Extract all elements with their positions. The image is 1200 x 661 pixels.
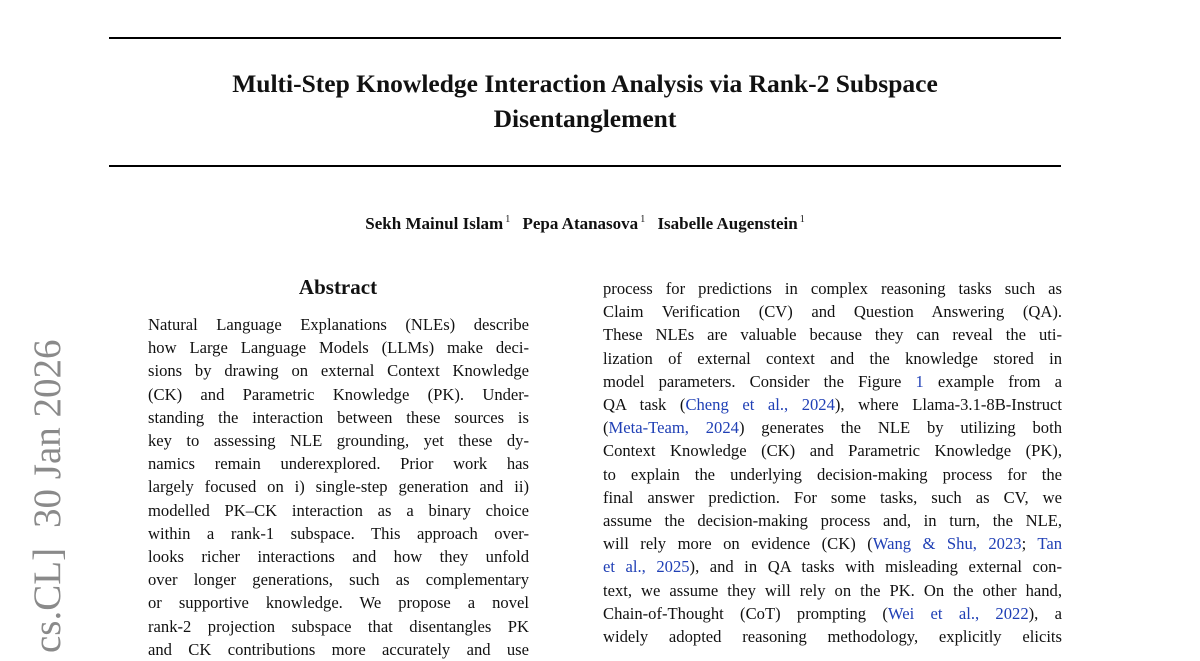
intro-line: lization of external context and the knowledge stored in bbox=[603, 348, 1062, 368]
intro-line: process for predictions in complex reasoning tasks such as bbox=[603, 279, 1062, 298]
intro-line: to explain the underlying decision-making process for the bbox=[603, 464, 1062, 484]
title-line-1: Multi-Step Knowledge Interaction Analysis via Rank-2 Subspace bbox=[232, 69, 938, 98]
intro-text: ( bbox=[603, 418, 609, 438]
citation-link[interactable]: Wei et al., 2022 bbox=[887, 603, 1029, 623]
author-name: Sekh Mainul Islam bbox=[365, 214, 504, 233]
author bbox=[365, 210, 510, 234]
intro-text: ), and in QA tasks with misleading external con- bbox=[689, 557, 1062, 577]
abstract-line: standing the interaction between these sources is bbox=[148, 407, 529, 427]
intro-line: Context Knowledge (CK) and Parametric Knowledge (PK), bbox=[603, 441, 1062, 461]
abstract-line: sions by drawing on external Context Knowledge bbox=[148, 361, 529, 381]
citation-link[interactable]: et al., 2025 bbox=[603, 557, 690, 577]
citation-link[interactable]: Tan bbox=[1037, 534, 1062, 554]
abstract-line: largely focused on i) single-step generation and ii) bbox=[148, 477, 529, 497]
intro-line: text, we assume they will rely on the PK. On the other hand, bbox=[603, 580, 1062, 600]
intro-text: model parameters. Consider the Figure bbox=[603, 371, 916, 391]
abstract-line: or supportive knowledge. We propose a novel bbox=[148, 593, 529, 613]
figure-reference-link[interactable]: 1 bbox=[915, 371, 924, 391]
intro-text: ; bbox=[1021, 534, 1038, 554]
title-top-rule bbox=[109, 37, 1061, 39]
author-affiliation: 1 bbox=[505, 214, 511, 225]
title-bottom-rule bbox=[109, 165, 1061, 167]
author-affiliation: 1 bbox=[799, 214, 805, 225]
intro-line bbox=[603, 370, 1062, 393]
arxiv-date: 30 Jan 2026 bbox=[26, 339, 69, 528]
intro-text: Chain-of-Thought (CoT) prompting ( bbox=[603, 603, 888, 623]
abstract-line: within a rank-1 subspace. This approach over- bbox=[148, 523, 529, 543]
introduction-body bbox=[603, 277, 1062, 648]
abstract-line: (CK) and Parametric Knowledge (PK). Under- bbox=[148, 384, 529, 404]
intro-text: example from a bbox=[923, 371, 1062, 391]
abstract-body bbox=[148, 313, 529, 661]
intro-text: ), where Llama-3.1-8B-Instruct bbox=[834, 395, 1062, 415]
abstract-line: key to assessing NLE grounding, yet these dy- bbox=[148, 431, 529, 451]
abstract-line: over longer generations, such as complementary bbox=[148, 570, 529, 590]
intro-line bbox=[603, 393, 1062, 416]
abstract-line: looks richer interactions and how they unfold bbox=[148, 547, 529, 567]
intro-text: will rely more on evidence (CK) ( bbox=[603, 534, 873, 554]
abstract-line: rank-2 projection subspace that disentangles PK bbox=[148, 616, 529, 636]
citation-link[interactable]: Wang & Shu, 2023 bbox=[872, 534, 1022, 554]
citation-link[interactable]: Meta-Team, 2024 bbox=[608, 418, 739, 438]
intro-line bbox=[603, 416, 1062, 439]
author bbox=[657, 210, 804, 234]
abstract-line: namics remain underexplored. Prior work has bbox=[148, 454, 529, 474]
intro-text: QA task ( bbox=[603, 395, 686, 415]
paper-title bbox=[109, 66, 1061, 136]
intro-line: widely adopted reasoning methodology, explicitly elicits bbox=[603, 627, 1062, 647]
intro-line: These NLEs are valuable because they can reveal the uti- bbox=[603, 325, 1062, 345]
author-affiliation: 1 bbox=[640, 214, 646, 225]
citation-link[interactable]: Cheng et al., 2024 bbox=[685, 395, 835, 415]
intro-text: ) generates the NLE by utilizing both bbox=[738, 418, 1062, 438]
author-list bbox=[109, 210, 1061, 234]
abstract-line: modelled PK–CK interaction as a binary choice bbox=[148, 500, 529, 520]
intro-line bbox=[603, 602, 1062, 625]
arxiv-category: cs.CL] bbox=[26, 547, 69, 653]
intro-line: Claim Verification (CV) and Question Answering (QA). bbox=[603, 302, 1062, 322]
abstract-heading: Abstract bbox=[298, 275, 378, 299]
arxiv-margin-stamp bbox=[28, 339, 68, 653]
intro-line: final answer prediction. For some tasks, such as CV, we bbox=[603, 487, 1062, 507]
intro-line: assume the decision-making process and, in turn, the NLE, bbox=[603, 511, 1062, 531]
title-line-2: Disentanglement bbox=[493, 104, 677, 133]
abstract-line: how Large Language Models (LLMs) make deci- bbox=[148, 338, 529, 358]
abstract-line: and CK contributions more accurately and use bbox=[148, 639, 529, 659]
abstract-line: Natural Language Explanations (NLEs) describe bbox=[148, 315, 529, 334]
intro-line bbox=[603, 532, 1062, 555]
intro-text: ), a bbox=[1028, 603, 1062, 623]
author-name: Isabelle Augenstein bbox=[657, 214, 798, 233]
author bbox=[522, 210, 645, 234]
author-name: Pepa Atanasova bbox=[522, 214, 639, 233]
intro-line bbox=[603, 555, 1062, 578]
